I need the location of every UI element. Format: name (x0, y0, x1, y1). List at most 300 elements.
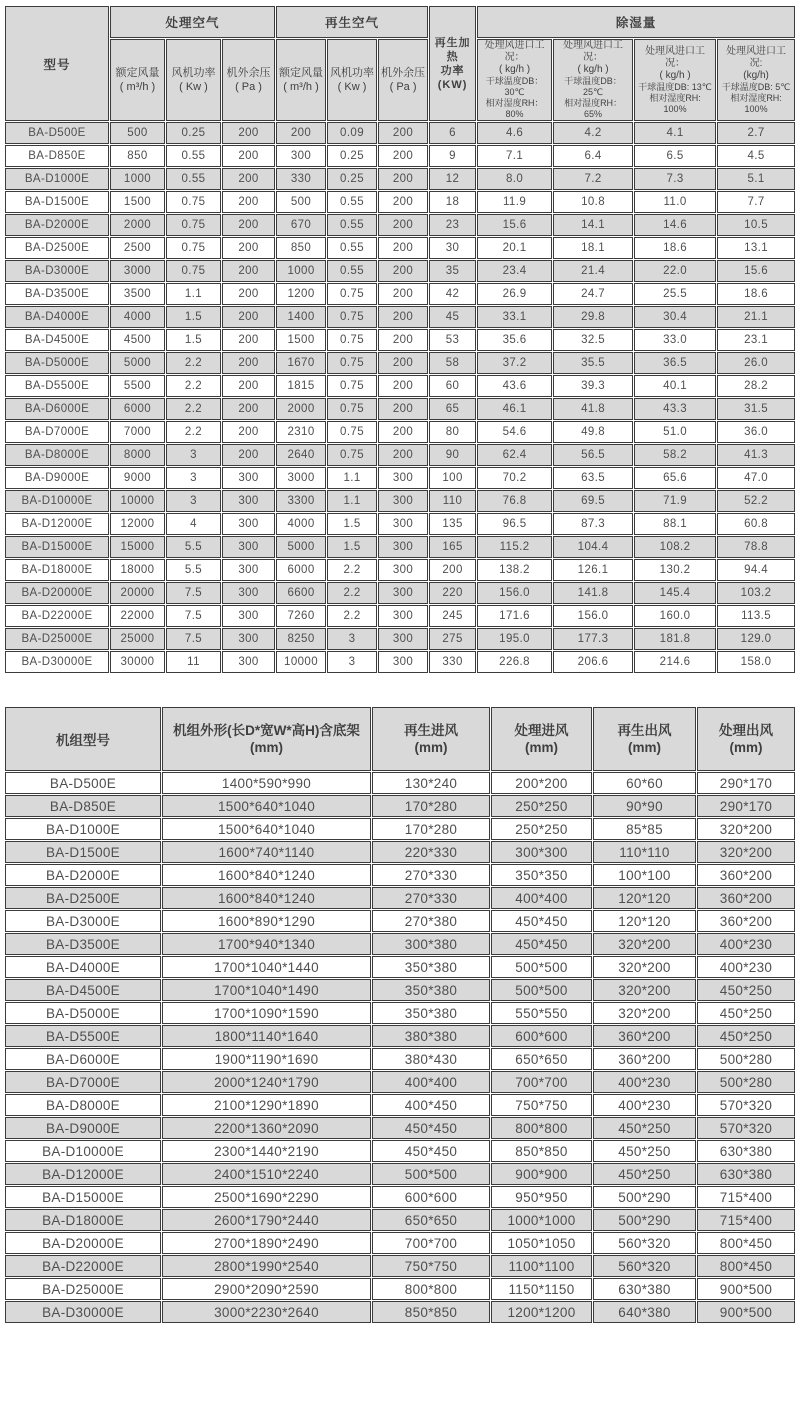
value-cell: 3 (327, 628, 377, 650)
regen-airflow-header (276, 39, 326, 121)
value-cell: 35.6 (477, 329, 552, 351)
value-cell: 30000 (110, 651, 165, 673)
value-cell: 46.1 (477, 398, 552, 420)
value-cell: 160.0 (634, 605, 716, 627)
value-cell: 6 (429, 122, 476, 144)
value-cell: 200 (222, 444, 275, 466)
regen-air-group-header: 再生空气 (276, 6, 428, 38)
value-cell: 170*280 (372, 795, 490, 817)
value-cell: 1.5 (327, 536, 377, 558)
value-cell: 90 (429, 444, 476, 466)
value-cell: 45 (429, 306, 476, 328)
value-cell: 200 (378, 421, 428, 443)
model-cell: BA-D4000E (5, 306, 109, 328)
value-cell: 1200 (276, 283, 326, 305)
value-cell: 220*330 (372, 841, 490, 863)
value-cell: 2.2 (166, 421, 221, 443)
value-cell: 850*850 (491, 1140, 592, 1162)
dehum-condition-2-header (553, 39, 633, 121)
value-cell: 950*950 (491, 1186, 592, 1208)
value-cell: 350*350 (491, 864, 592, 886)
model-cell: BA-D8000E (5, 1094, 161, 1116)
dehum-condition-3-header (634, 39, 716, 121)
value-cell: 1700*1040*1490 (162, 979, 371, 1001)
value-cell: 0.75 (166, 237, 221, 259)
regen-outlet-unit: (mm) (628, 740, 661, 755)
value-cell: 33.1 (477, 306, 552, 328)
value-cell: 250*250 (491, 818, 592, 840)
value-cell: 360*200 (593, 1048, 696, 1070)
value-cell: 22.0 (634, 260, 716, 282)
value-cell: 200 (222, 168, 275, 190)
model-cell: BA-D3000E (5, 260, 109, 282)
value-cell: 5000 (276, 536, 326, 558)
model-cell: BA-D8000E (5, 444, 109, 466)
value-cell: 200 (378, 329, 428, 351)
value-cell: 2.2 (327, 582, 377, 604)
value-cell: 300*380 (372, 933, 490, 955)
value-cell: 65.6 (634, 467, 716, 489)
value-cell: 76.8 (477, 490, 552, 512)
value-cell: 1.1 (166, 283, 221, 305)
model-cell: BA-D12000E (5, 513, 109, 535)
value-cell: 450*450 (372, 1117, 490, 1139)
value-cell: 41.3 (717, 444, 795, 466)
value-cell: 600*600 (372, 1186, 490, 1208)
value-cell: 80 (429, 421, 476, 443)
value-cell: 14.1 (553, 214, 633, 236)
condition-db: 干球温度DB：25℃ (564, 76, 622, 97)
table-row (5, 651, 795, 673)
value-cell: 450*450 (491, 910, 592, 932)
condition-db: 干球温度DB：30℃ (485, 76, 544, 97)
value-cell: 630*380 (697, 1163, 795, 1185)
value-cell: 360*200 (697, 910, 795, 932)
value-cell: 10000 (110, 490, 165, 512)
value-cell: 300 (222, 490, 275, 512)
condition-unit: (kg/h) (743, 69, 769, 81)
value-cell: 300 (276, 145, 326, 167)
value-cell: 640*380 (593, 1301, 696, 1323)
value-cell: 15000 (110, 536, 165, 558)
value-cell: 1050*1050 (491, 1232, 592, 1254)
table-row (5, 1071, 795, 1093)
process-inlet-header (491, 707, 592, 771)
value-cell: 2.2 (327, 605, 377, 627)
value-cell: 450*250 (593, 1163, 696, 1185)
value-cell: 170*280 (372, 818, 490, 840)
value-cell: 400*230 (593, 1094, 696, 1116)
dimensions-table (4, 706, 796, 1324)
table-row (5, 772, 795, 794)
airflow-label: 额定风量 (115, 67, 160, 79)
condition-unit: ( kg/h ) (499, 64, 531, 75)
value-cell: 4.1 (634, 122, 716, 144)
value-cell: 670 (276, 214, 326, 236)
value-cell: 1.1 (327, 467, 377, 489)
value-cell: 900*500 (697, 1301, 795, 1323)
value-cell: 6600 (276, 582, 326, 604)
value-cell: 0.75 (327, 329, 377, 351)
value-cell: 270*330 (372, 887, 490, 909)
model-cell: BA-D850E (5, 145, 109, 167)
value-cell: 300 (222, 513, 275, 535)
process-pressure-header (222, 39, 275, 121)
value-cell: 60.8 (717, 513, 795, 535)
value-cell: 129.0 (717, 628, 795, 650)
value-cell: 715*400 (697, 1186, 795, 1208)
value-cell: 7.3 (634, 168, 716, 190)
value-cell: 300 (378, 605, 428, 627)
table-row (5, 605, 795, 627)
table-row (5, 122, 795, 144)
value-cell: 10.5 (717, 214, 795, 236)
value-cell: 1.5 (166, 329, 221, 351)
value-cell: 700*700 (372, 1232, 490, 1254)
value-cell: 37.2 (477, 352, 552, 374)
model-cell: BA-D30000E (5, 1301, 161, 1323)
model-cell: BA-D4500E (5, 979, 161, 1001)
value-cell: 23 (429, 214, 476, 236)
value-cell: 2400*1510*2240 (162, 1163, 371, 1185)
value-cell: 290*170 (697, 795, 795, 817)
value-cell: 630*380 (697, 1140, 795, 1162)
value-cell: 3500 (110, 283, 165, 305)
value-cell: 3 (166, 467, 221, 489)
model-cell: BA-D25000E (5, 628, 109, 650)
value-cell: 750*750 (372, 1255, 490, 1277)
value-cell: 120*120 (593, 887, 696, 909)
value-cell: 32.5 (553, 329, 633, 351)
value-cell: 113.5 (717, 605, 795, 627)
value-cell: 2600*1790*2440 (162, 1209, 371, 1231)
value-cell: 200 (378, 237, 428, 259)
value-cell: 1.5 (166, 306, 221, 328)
value-cell: 130*240 (372, 772, 490, 794)
value-cell: 29.8 (553, 306, 633, 328)
condition-unit: ( kg/h ) (577, 64, 609, 75)
airflow-label: 额定风量 (279, 67, 324, 79)
value-cell: 1200*1200 (491, 1301, 592, 1323)
value-cell: 570*320 (697, 1094, 795, 1116)
model-cell: BA-D20000E (5, 582, 109, 604)
table-row (5, 1094, 795, 1116)
value-cell: 165 (429, 536, 476, 558)
value-cell: 5.1 (717, 168, 795, 190)
value-cell: 35.5 (553, 352, 633, 374)
value-cell: 87.3 (553, 513, 633, 535)
value-cell: 0.75 (166, 260, 221, 282)
value-cell: 500 (276, 191, 326, 213)
table-row (5, 1117, 795, 1139)
value-cell: 850 (276, 237, 326, 259)
value-cell: 200 (378, 444, 428, 466)
process-airflow-header (110, 39, 165, 121)
value-cell: 11.9 (477, 191, 552, 213)
model-cell: BA-D4000E (5, 956, 161, 978)
table-row (5, 237, 795, 259)
unit-model-header: 机组型号 (5, 707, 161, 771)
value-cell: 250*250 (491, 795, 592, 817)
dehum-capacity-group-header: 除湿量 (477, 6, 795, 38)
value-cell: 300 (378, 490, 428, 512)
model-cell: BA-D15000E (5, 1186, 161, 1208)
value-cell: 400*400 (491, 887, 592, 909)
value-cell: 0.75 (327, 421, 377, 443)
sub-header-row (5, 39, 795, 121)
value-cell: 200 (378, 283, 428, 305)
value-cell: 1700*1090*1590 (162, 1002, 371, 1024)
value-cell: 94.4 (717, 559, 795, 581)
value-cell: 156.0 (477, 582, 552, 604)
value-cell: 8250 (276, 628, 326, 650)
process-outlet-header (697, 707, 795, 771)
value-cell: 39.3 (553, 375, 633, 397)
value-cell: 200 (222, 260, 275, 282)
value-cell: 88.1 (634, 513, 716, 535)
condition-rh: 相对湿度RH: 100% (730, 92, 782, 114)
value-cell: 200 (276, 122, 326, 144)
model-cell: BA-D22000E (5, 1255, 161, 1277)
model-cell: BA-D9000E (5, 467, 109, 489)
table-row (5, 1163, 795, 1185)
value-cell: 7.2 (553, 168, 633, 190)
value-cell: 400*400 (372, 1071, 490, 1093)
value-cell: 4500 (110, 329, 165, 351)
value-cell: 300 (378, 536, 428, 558)
value-cell: 1500 (110, 191, 165, 213)
value-cell: 320*200 (593, 956, 696, 978)
value-cell: 6000 (110, 398, 165, 420)
value-cell: 138.2 (477, 559, 552, 581)
model-cell: BA-D5500E (5, 375, 109, 397)
value-cell: 200 (222, 352, 275, 374)
unit-dimensions-header (162, 707, 371, 771)
value-cell: 300*300 (491, 841, 592, 863)
value-cell: 1500*640*1040 (162, 818, 371, 840)
table-row (5, 352, 795, 374)
regen-heat-line2: 功率 (440, 64, 465, 77)
table-row (5, 306, 795, 328)
value-cell: 0.55 (327, 260, 377, 282)
value-cell: 200 (222, 214, 275, 236)
value-cell: 450*250 (697, 979, 795, 1001)
value-cell: 570*320 (697, 1117, 795, 1139)
value-cell: 12 (429, 168, 476, 190)
value-cell: 0.75 (327, 375, 377, 397)
value-cell: 10000 (276, 651, 326, 673)
value-cell: 33.0 (634, 329, 716, 351)
model-cell: BA-D6000E (5, 1048, 161, 1070)
value-cell: 560*320 (593, 1232, 696, 1254)
value-cell: 320*200 (593, 1002, 696, 1024)
value-cell: 300 (222, 582, 275, 604)
model-cell: BA-D22000E (5, 605, 109, 627)
fanpower-unit: ( Kw ) (179, 81, 208, 93)
value-cell: 104.4 (553, 536, 633, 558)
value-cell: 0.75 (327, 352, 377, 374)
table-row (5, 1002, 795, 1024)
regen-outlet-label: 再生出风 (617, 723, 672, 738)
value-cell: 145.4 (634, 582, 716, 604)
value-cell: 56.5 (553, 444, 633, 466)
table-row (5, 1025, 795, 1047)
value-cell: 30.4 (634, 306, 716, 328)
model-cell: BA-D10000E (5, 1140, 161, 1162)
table-row (5, 191, 795, 213)
model-cell: BA-D7000E (5, 421, 109, 443)
table-row (5, 168, 795, 190)
value-cell: 41.8 (553, 398, 633, 420)
value-cell: 1700*1040*1440 (162, 956, 371, 978)
value-cell: 23.1 (717, 329, 795, 351)
value-cell: 2200*1360*2090 (162, 1117, 371, 1139)
value-cell: 360*200 (593, 1025, 696, 1047)
table-row (5, 795, 795, 817)
model-cell: BA-D1000E (5, 168, 109, 190)
condition-rh: 相对湿度RH：80% (485, 98, 544, 119)
value-cell: 7.1 (477, 145, 552, 167)
value-cell: 200 (222, 375, 275, 397)
value-cell: 560*320 (593, 1255, 696, 1277)
value-cell: 9 (429, 145, 476, 167)
value-cell: 1815 (276, 375, 326, 397)
table-row (5, 628, 795, 650)
value-cell: 4000 (276, 513, 326, 535)
value-cell: 103.2 (717, 582, 795, 604)
value-cell: 63.5 (553, 467, 633, 489)
condition-db: 干球温度DB: 13℃ (638, 81, 712, 92)
value-cell: 450*250 (593, 1140, 696, 1162)
table-row (5, 933, 795, 955)
table-row (5, 582, 795, 604)
value-cell: 51.0 (634, 421, 716, 443)
table-row (5, 1255, 795, 1277)
value-cell: 850 (110, 145, 165, 167)
value-cell: 69.5 (553, 490, 633, 512)
value-cell: 200 (378, 398, 428, 420)
value-cell: 156.0 (553, 605, 633, 627)
value-cell: 0.55 (327, 214, 377, 236)
model-cell: BA-D3500E (5, 933, 161, 955)
value-cell: 300 (378, 651, 428, 673)
value-cell: 650*650 (491, 1048, 592, 1070)
value-cell: 360*200 (697, 864, 795, 886)
model-cell: BA-D1000E (5, 818, 161, 840)
value-cell: 630*380 (593, 1278, 696, 1300)
value-cell: 5000 (110, 352, 165, 374)
value-cell: 2.2 (166, 398, 221, 420)
value-cell: 2800*1990*2540 (162, 1255, 371, 1277)
value-cell: 135 (429, 513, 476, 535)
table-row (5, 536, 795, 558)
table-row (5, 979, 795, 1001)
value-cell: 300 (222, 559, 275, 581)
regen-pressure-header (378, 39, 428, 121)
value-cell: 6.4 (553, 145, 633, 167)
regen-inlet-label: 再生进风 (404, 723, 458, 738)
value-cell: 200 (378, 214, 428, 236)
value-cell: 9000 (110, 467, 165, 489)
model-cell: BA-D10000E (5, 490, 109, 512)
value-cell: 1400 (276, 306, 326, 328)
table-row (5, 444, 795, 466)
value-cell: 130.2 (634, 559, 716, 581)
value-cell: 200 (429, 559, 476, 581)
value-cell: 1500*640*1040 (162, 795, 371, 817)
value-cell: 60 (429, 375, 476, 397)
value-cell: 320*200 (593, 933, 696, 955)
table-row (5, 260, 795, 282)
table-row (5, 559, 795, 581)
value-cell: 700*700 (491, 1071, 592, 1093)
model-cell: BA-D15000E (5, 536, 109, 558)
value-cell: 195.0 (477, 628, 552, 650)
value-cell: 100 (429, 467, 476, 489)
table-row (5, 1278, 795, 1300)
value-cell: 400*230 (697, 956, 795, 978)
value-cell: 47.0 (717, 467, 795, 489)
value-cell: 15.6 (717, 260, 795, 282)
table-row (5, 1301, 795, 1323)
value-cell: 10.8 (553, 191, 633, 213)
value-cell: 120*120 (593, 910, 696, 932)
value-cell: 3 (327, 651, 377, 673)
value-cell: 110*110 (593, 841, 696, 863)
group-header-row (5, 6, 795, 38)
value-cell: 400*230 (593, 1071, 696, 1093)
value-cell: 4 (166, 513, 221, 535)
value-cell: 1600*890*1290 (162, 910, 371, 932)
model-cell: BA-D9000E (5, 1117, 161, 1139)
value-cell: 2000*1240*1790 (162, 1071, 371, 1093)
value-cell: 290*170 (697, 772, 795, 794)
value-cell: 78.8 (717, 536, 795, 558)
model-cell: BA-D30000E (5, 651, 109, 673)
value-cell: 206.6 (553, 651, 633, 673)
value-cell: 0.75 (327, 306, 377, 328)
value-cell: 300 (378, 513, 428, 535)
value-cell: 350*380 (372, 956, 490, 978)
value-cell: 1000*1000 (491, 1209, 592, 1231)
model-cell: BA-D1500E (5, 191, 109, 213)
table-row (5, 910, 795, 932)
value-cell: 0.25 (327, 168, 377, 190)
value-cell: 6000 (276, 559, 326, 581)
value-cell: 5.5 (166, 536, 221, 558)
model-cell: BA-D3500E (5, 283, 109, 305)
value-cell: 715*400 (697, 1209, 795, 1231)
process-inlet-label: 处理进风 (514, 723, 569, 738)
value-cell: 171.6 (477, 605, 552, 627)
value-cell: 1.1 (327, 490, 377, 512)
regen-inlet-unit: (mm) (414, 740, 448, 755)
value-cell: 200 (222, 191, 275, 213)
dimensions-label: 机组外形(长D*宽W*高H)含底架 (173, 723, 360, 738)
value-cell: 320*200 (593, 979, 696, 1001)
value-cell: 85*85 (593, 818, 696, 840)
value-cell: 2.2 (327, 559, 377, 581)
regen-heat-power-header (429, 6, 476, 121)
table-row (5, 398, 795, 420)
value-cell: 3300 (276, 490, 326, 512)
value-cell: 330 (429, 651, 476, 673)
value-cell: 4.2 (553, 122, 633, 144)
regen-heat-unit: (KW) (437, 78, 468, 91)
value-cell: 450*450 (491, 933, 592, 955)
value-cell: 110 (429, 490, 476, 512)
value-cell: 320*200 (697, 841, 795, 863)
